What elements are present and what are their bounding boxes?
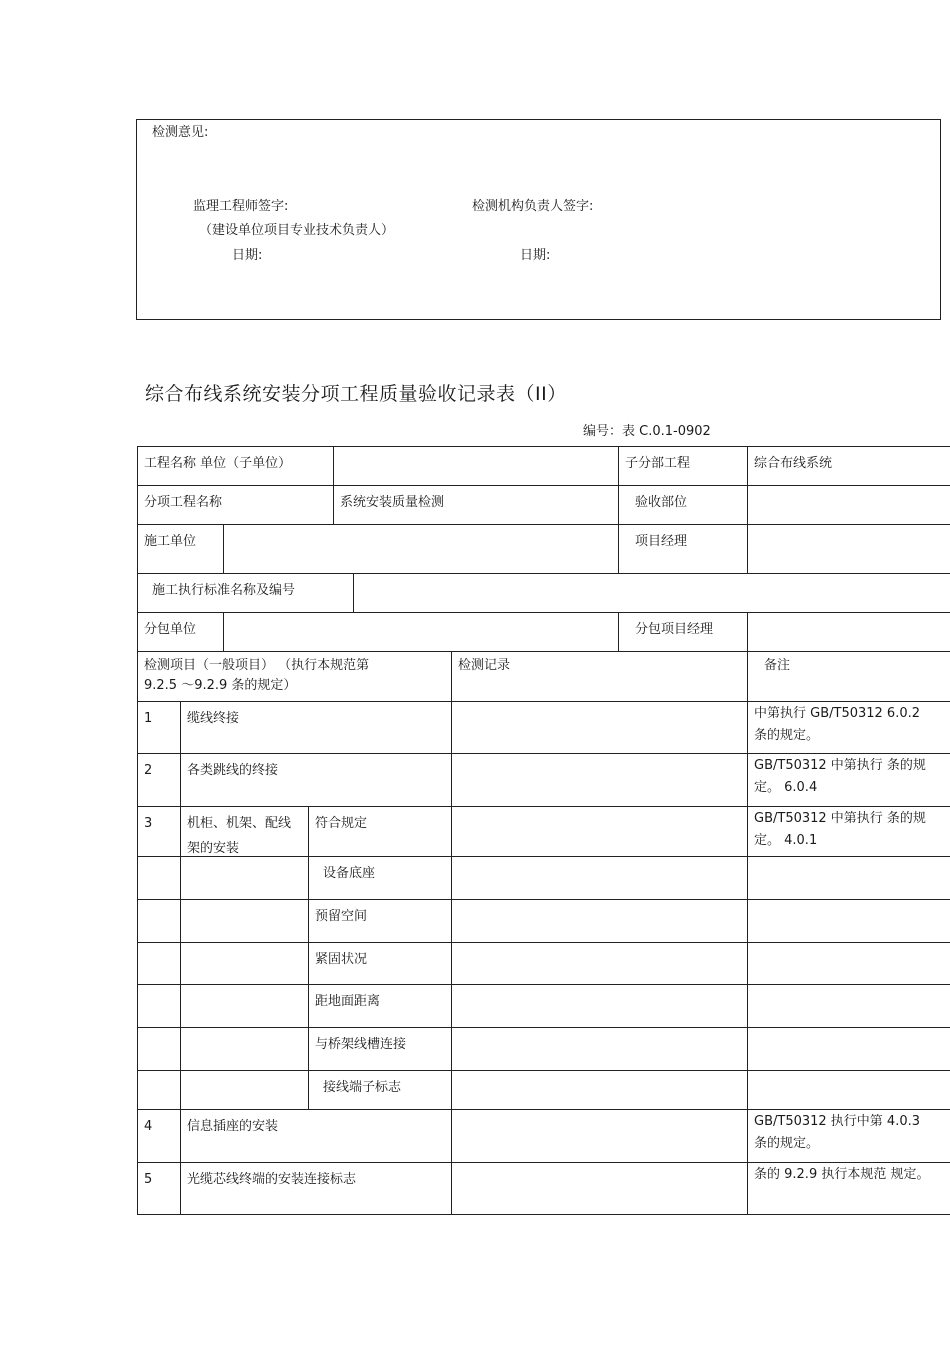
- row-remark: [748, 1071, 950, 1110]
- item-header-line1: 检测项目（一般项目） （执行本规范第: [144, 658, 370, 673]
- row-remark: 中第执行 GB/T50312 6.0.2 条的规定。: [748, 702, 950, 754]
- blank-cell: [138, 900, 181, 943]
- standard-value[interactable]: [354, 574, 950, 613]
- row-record[interactable]: [452, 857, 748, 900]
- row-remark: [748, 943, 950, 985]
- constructor-value[interactable]: [224, 525, 619, 574]
- sub-item-value[interactable]: 系统安装质量检测: [334, 486, 619, 525]
- row-remark: [748, 1028, 950, 1071]
- blank-cell: [138, 857, 181, 900]
- row-item-name: 机柜、机架、配线架的安装: [181, 807, 309, 857]
- sub-part-label: 子分部工程: [619, 447, 748, 486]
- sub-item-label: 紧固状况: [309, 943, 452, 985]
- form-number: 编号：表 C.0.1-0902: [583, 424, 711, 439]
- sub-part-value[interactable]: 综合布线系统: [748, 447, 950, 486]
- sub-item-label: 接线端子标志: [309, 1071, 452, 1110]
- subcontractor-label: 分包单位: [138, 613, 224, 652]
- row-remark: GB/T50312 中第执行 条的规定。 4.0.1: [748, 807, 950, 857]
- row-remark: [748, 900, 950, 943]
- agency-sign-label: 检测机构负责人签字:: [472, 199, 594, 214]
- row-record[interactable]: [452, 985, 748, 1028]
- pm-label: 项目经理: [619, 525, 748, 574]
- accept-part-label: 验收部位: [619, 486, 748, 525]
- accept-part-value[interactable]: [748, 486, 950, 525]
- blank-cell: [181, 943, 309, 985]
- blank-cell: [138, 985, 181, 1028]
- sub-pm-value[interactable]: [748, 613, 950, 652]
- blank-cell: [138, 1071, 181, 1110]
- remark-column-header: 备注: [748, 652, 950, 702]
- constructor-label: 施工单位: [138, 525, 224, 574]
- date-right-label: 日期:: [520, 248, 551, 263]
- row-item-name: 各类跳线的终接: [181, 754, 452, 807]
- sub-item-label: 分项工程名称: [138, 486, 334, 525]
- row-record[interactable]: [452, 1163, 748, 1215]
- sub-pm-label: 分包项目经理: [619, 613, 748, 652]
- blank-cell: [181, 1071, 309, 1110]
- standard-label: 施工执行标准名称及编号: [138, 574, 354, 613]
- row-record[interactable]: [452, 1110, 748, 1163]
- project-name-label: 工程名称 单位（子单位）: [138, 447, 334, 486]
- sub-item-label: 距地面距离: [309, 985, 452, 1028]
- date-left-label: 日期:: [232, 248, 263, 263]
- blank-cell: [181, 900, 309, 943]
- supervisor-sign-label: 监理工程师签字:: [193, 199, 289, 214]
- row-number: 3: [138, 807, 181, 857]
- row-item-name: 缆线终接: [181, 702, 452, 754]
- blank-cell: [181, 1028, 309, 1071]
- row-number: 1: [138, 702, 181, 754]
- row-record[interactable]: [452, 754, 748, 807]
- sub-item-label: 设备底座: [309, 857, 452, 900]
- row-record[interactable]: [452, 807, 748, 857]
- row-remark: [748, 985, 950, 1028]
- row-item-name: 信息插座的安装: [181, 1110, 452, 1163]
- row-record[interactable]: [452, 900, 748, 943]
- sub-item-label: 符合规定: [309, 807, 452, 857]
- pm-value[interactable]: [748, 525, 950, 574]
- blank-cell: [138, 943, 181, 985]
- row-record[interactable]: [452, 1071, 748, 1110]
- row-record[interactable]: [452, 1028, 748, 1071]
- row-remark: [748, 857, 950, 900]
- supervisor-note: （建设单位项目专业技术负责人）: [199, 223, 395, 238]
- row-number: 4: [138, 1110, 181, 1163]
- sub-item-label: 预留空间: [309, 900, 452, 943]
- item-header-line2: 9.2.5 ～9.2.9 条的规定）: [144, 678, 297, 693]
- row-remark: GB/T50312 中第执行 条的规定。 6.0.4: [748, 754, 950, 807]
- project-name-value[interactable]: [334, 447, 619, 486]
- row-record[interactable]: [452, 943, 748, 985]
- row-number: 5: [138, 1163, 181, 1215]
- record-column-header: 检测记录: [452, 652, 748, 702]
- blank-cell: [138, 1028, 181, 1071]
- row-remark: GB/T50312 执行中第 4.0.3 条的规定。: [748, 1110, 950, 1163]
- item-column-header: [138, 652, 452, 702]
- blank-cell: [181, 857, 309, 900]
- sub-item-label: 与桥架线槽连接: [309, 1028, 452, 1071]
- row-record[interactable]: [452, 702, 748, 754]
- opinion-label: 检测意见:: [152, 125, 209, 140]
- acceptance-record-table: [137, 446, 950, 1215]
- form-title: 综合布线系统安装分项工程质量验收记录表（II）: [145, 383, 567, 405]
- inspection-opinion-box: [136, 119, 941, 320]
- subcontractor-value[interactable]: [224, 613, 619, 652]
- row-remark: 条的 9.2.9 执行本规范 规定。: [748, 1163, 950, 1215]
- row-number: 2: [138, 754, 181, 807]
- blank-cell: [181, 985, 309, 1028]
- row-item-name: 光缆芯线终端的安装连接标志: [181, 1163, 452, 1215]
